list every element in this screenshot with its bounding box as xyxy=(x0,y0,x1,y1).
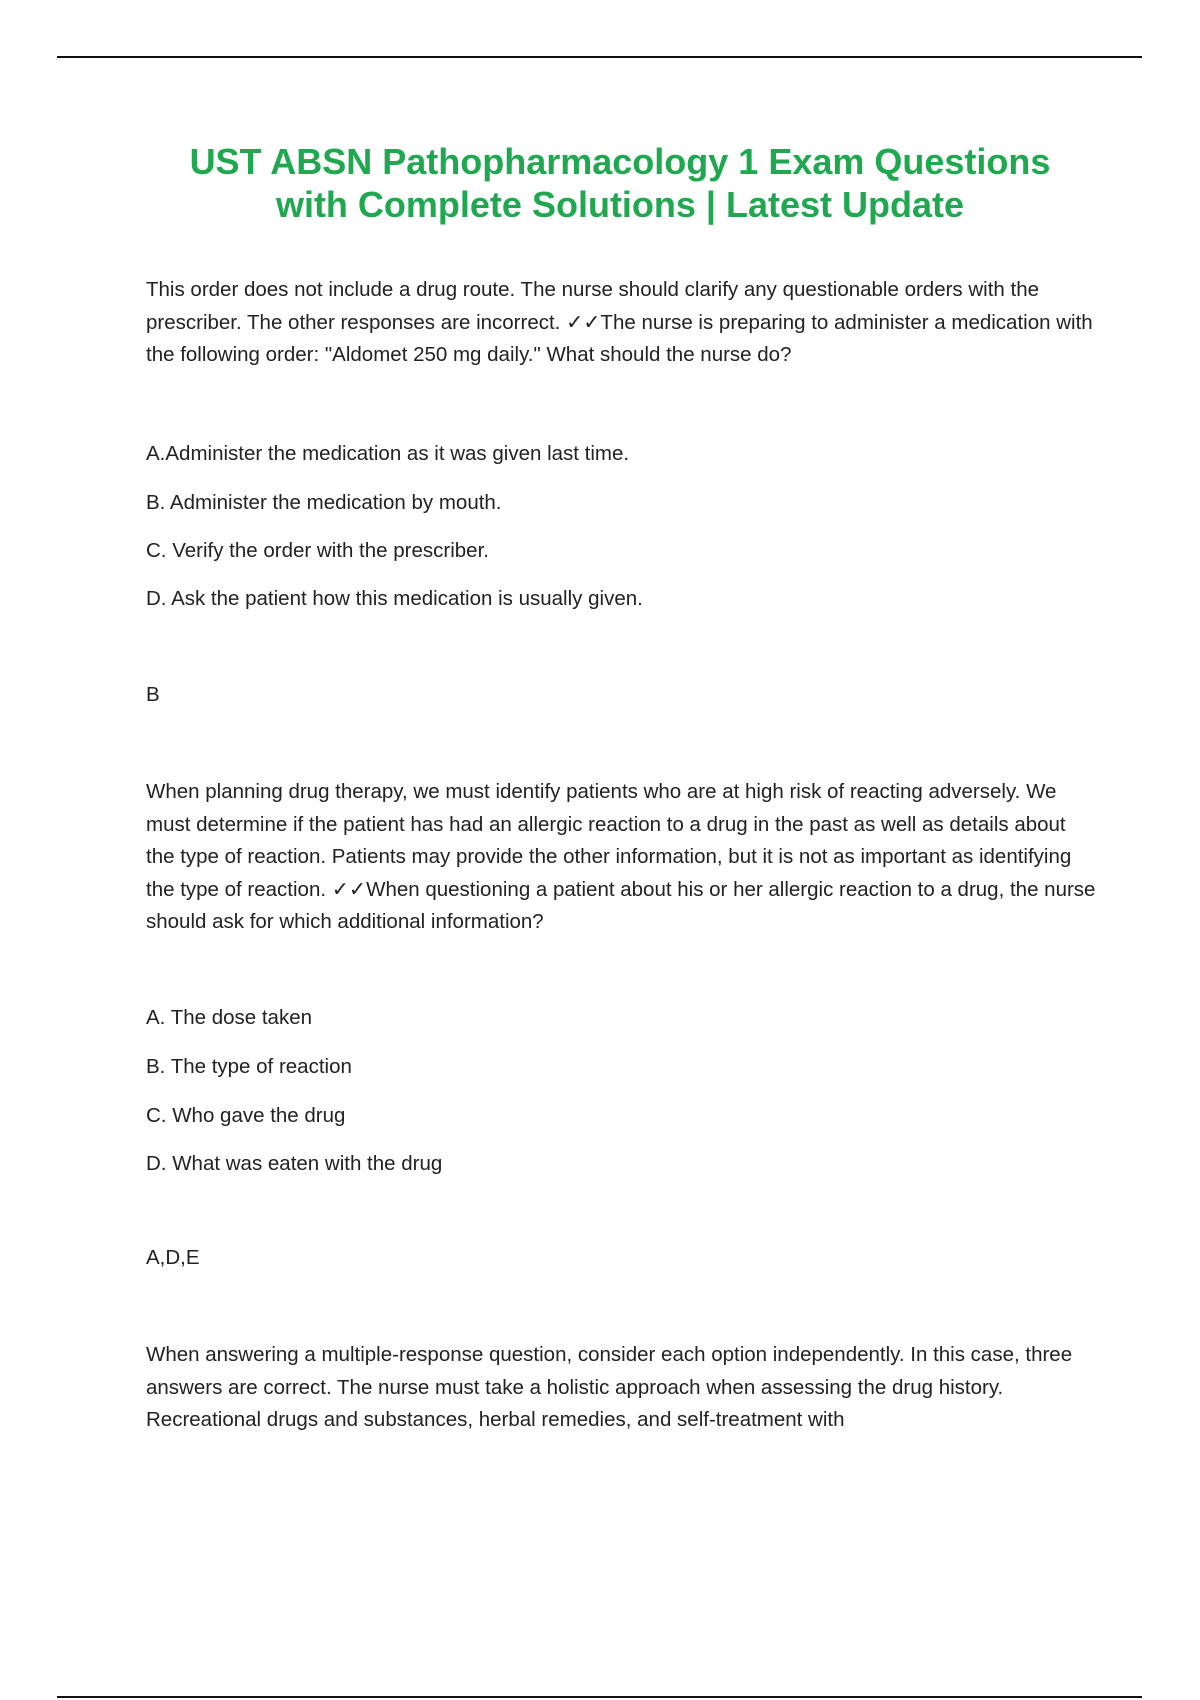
question-1-option-d: D. Ask the patient how this medication is usually given. xyxy=(146,587,643,610)
question-1-answer: B xyxy=(146,683,160,706)
question-2-answer: A,D,E xyxy=(146,1246,200,1269)
bottom-rule xyxy=(57,1696,1142,1698)
question-2-paragraph: When planning drug therapy, we must identify patients who are at high risk of reacting adversely. We must determine if the patient has had an allergic reaction to a drug in the past as well as details about the type of reaction. Patients may provide the other information, but it is not as important as identifying the type of reaction. ✓✓When questioning a patient about his or her allergic reaction to a drug, the nurse should ask for which additional information? xyxy=(146,780,1096,933)
question-2-option-a: A. The dose taken xyxy=(146,1006,313,1029)
title-line-2: with Complete Solutions | Latest Update xyxy=(275,184,965,225)
question-1-option-a: A.Administer the medication as it was given last time. xyxy=(146,442,630,465)
question-2-option-c: C. Who gave the drug xyxy=(146,1104,346,1127)
document-title xyxy=(130,140,1110,226)
question-1-option-c: C. Verify the order with the prescriber. xyxy=(146,539,489,562)
question-1-option-b: B. Administer the medication by mouth. xyxy=(146,491,502,514)
question-1-paragraph: This order does not include a drug route. The nurse should clarify any questionable orders with the prescriber. The other responses are incorrect. ✓✓The nurse is preparing to administer a medication with the following order: "Aldomet 250 mg daily." What should the nurse do? xyxy=(146,278,1093,366)
question-3-paragraph: When answering a multiple-response question, consider each option independently. In this case, three answers are correct. The nurse must take a holistic approach when assessing the drug history. Recreational drugs and substances, herbal remedies, and self-treatment with xyxy=(146,1343,1073,1431)
top-rule xyxy=(57,56,1142,58)
question-2-option-b: B. The type of reaction xyxy=(146,1055,352,1078)
question-2-option-d: D. What was eaten with the drug xyxy=(146,1152,443,1175)
title-line-1: UST ABSN Pathopharmacology 1 Exam Questions xyxy=(189,141,1051,182)
